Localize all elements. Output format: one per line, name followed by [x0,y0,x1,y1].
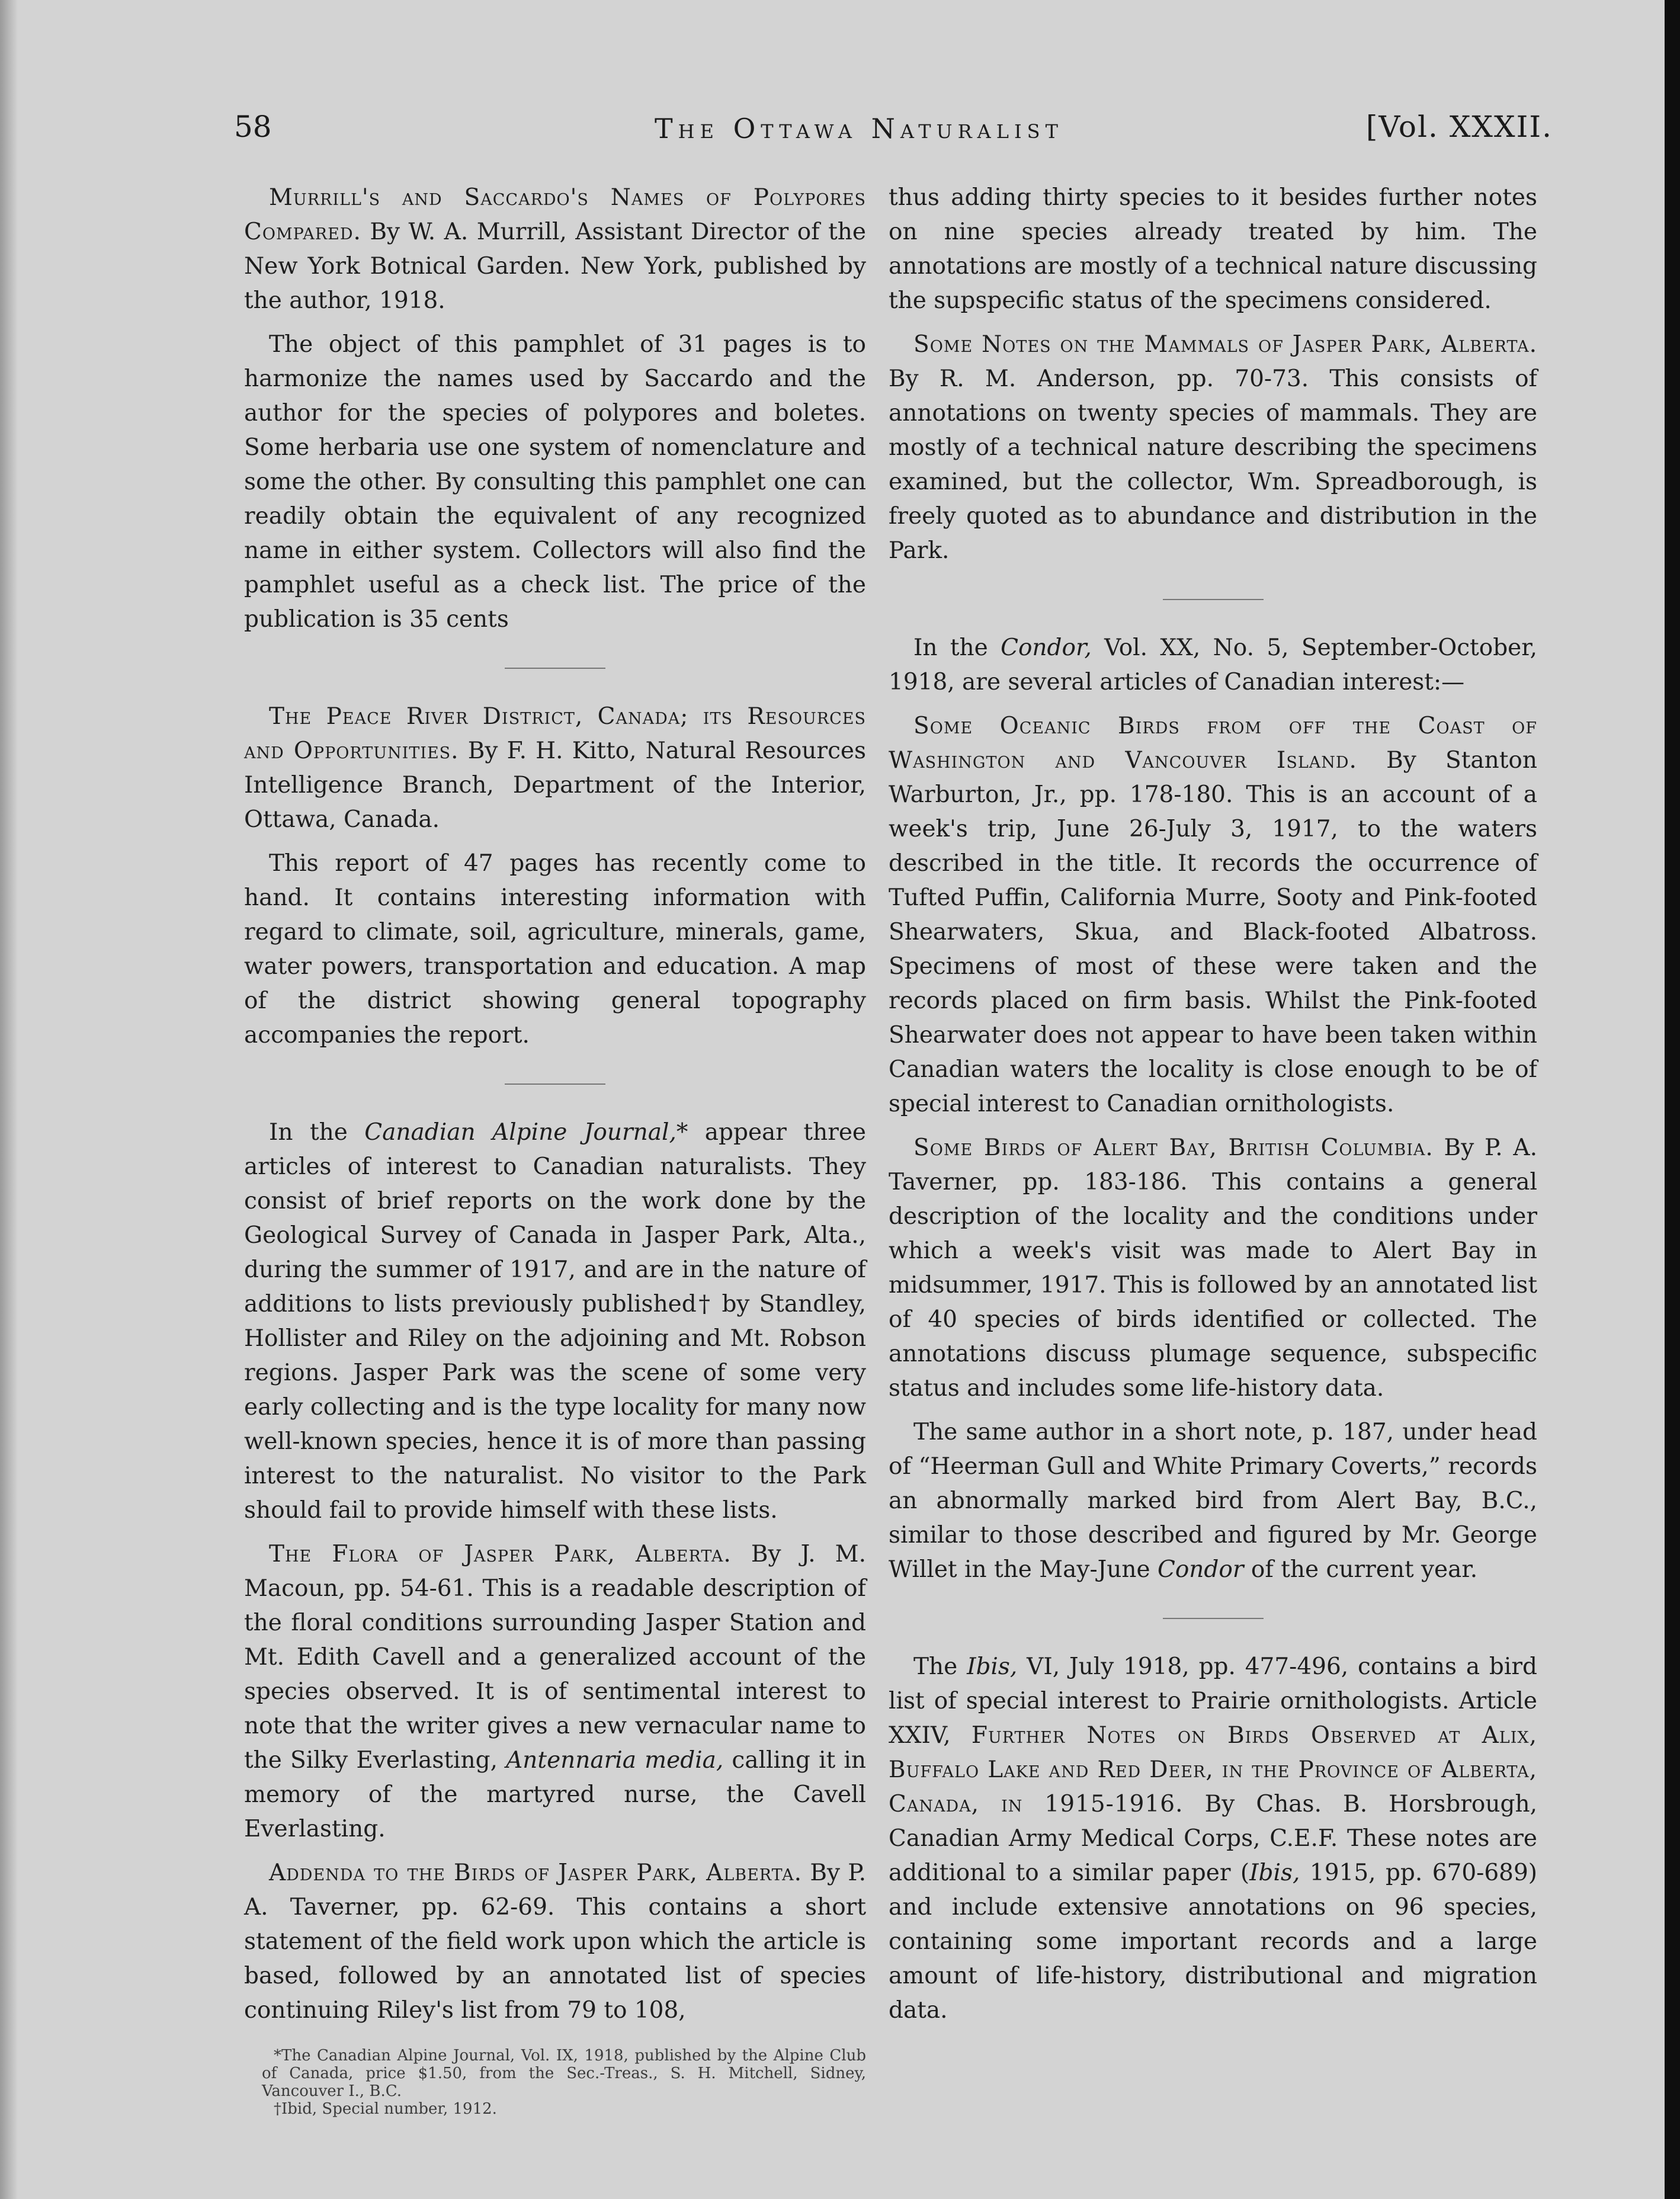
review-citation: By F. H. Kitto, Natural Resources Intelligence Branch, Department of the Interior, Ottawa, Canada. [244,738,867,833]
page-edge [1665,0,1680,2199]
review-murrill [244,181,866,318]
journal-name: Canadian Alpine Journal,* [364,1119,688,1146]
volume-label: [Vol. XXXII. [1365,110,1553,144]
journal-name: Ibis, [1249,1860,1300,1886]
review-alpine-journal: In the Canadian Alpine Journal,* appear three articles of interest to Canadian naturalists. They consist of brief reports on the work done by the Geological Survey of Canada in Jasper Park, Alta., during the summer of 1917, and are in the nature of additions to lists previously published† by Standley, Hollister and Riley on the adjoining and Mt. Robson regions. Jasper Park was the scene of some very early collecting and is the type locality for many now well-known species, hence it is of more than passing interest to the naturalist. No visitor to the Park should fail to provide himself with these lists. [244,1119,866,1524]
review-body: This report of 47 pages has recently come to hand. It contains interesting information with regard to climate, soil, agriculture, minerals, game, water powers, transportation and education. A map of the district showing general topography accompanies the report. [244,850,866,1049]
section-divider [1163,1618,1264,1619]
review-peace-river [244,700,866,837]
page-number: 58 [234,110,272,144]
review-flora: The Flora of Jasper Park, Alberta. By J. M. Macoun, pp. 54-61. This is a readable description of the floral conditions surrounding Jasper Station and Mt. Edith Cavell and a generalized account of the species observed. It is of sentimental interest to note that the writer gives a new vernacular name to the Silky Everlasting, Antennaria media, calling it in memory of the martyred nurse, the Cavell Everlasting. [244,1541,866,1842]
running-title: The Ottawa Naturalist [655,113,1063,145]
left-column [244,181,866,2118]
review-citation: By W. A. Murrill, Assistant Director of the New York Botnical Garden. New York, published by the author, 1918. [244,219,866,314]
review-title: Some Oceanic Birds from off the Coast of Washington and Vancouver Island. [889,713,1537,774]
review-heerman-gull: The same author in a short note, p. 187, under head of “Heerman Gull and White Primary Coverts,” records an abnormally marked bird from Alert Bay, B.C., similar to those described and figured by Mr. George Willet in the May-June Condor of the current year. [889,1419,1537,1583]
species-name: Antennaria media, [506,1747,724,1774]
footnotes [262,2047,866,2118]
review-ibis: The Ibis, VI, July 1918, pp. 477-496, contains a bird list of special interest to Prairie ornithologists. Article XXIV, Further Notes on Birds Observed at Alix, Buffalo Lake and Red Deer, in the Province of Alberta, Canada, in 1915-1916. By Chas. B. Horsbrough, Canadian Army Medical Corps, C.E.F. These notes are additional to a similar paper (Ibis, 1915, pp. 670-689) and include extensive annotations on 96 species, containing some important records and a large amount of life-history, distributional and migration data. [889,1653,1537,2024]
review-mammals: Some Notes on the Mammals of Jasper Park, Alberta. By R. M. Anderson, pp. 70-73. This consists of annotations on twenty species of mammals. They are mostly of a technical nature describing the specimens examined, but the collector, Wm. Spreadborough, is freely quoted as to abundance and distribution in the Park. [889,331,1537,564]
journal-name: Ibis, [967,1653,1018,1680]
review-title: Further Notes on Birds Observed at Alix, Buffalo Lake and Red Deer, in the Province of Alberta, Canada, in 1915-1916. [889,1722,1537,1817]
section-divider [505,1084,605,1085]
footnote: †Ibid, Special number, 1912. [274,2100,497,2118]
review-continued: thus adding thirty species to it besides further notes on nine species already treated by him. The annotations are mostly of a technical nature discussing the supspecific status of the specimens considered. [889,184,1537,314]
section-divider [1163,599,1264,600]
section-divider [505,668,605,669]
review-title: Murrill's and Saccardo's Names of Polypores Compared. [244,184,866,245]
review-title: Some Notes on the Mammals of Jasper Park, Alberta. [913,331,1537,358]
right-column [889,181,1537,2037]
review-title: The Peace River District, Canada; its Resources and Opportunities. [244,703,866,764]
review-title: Addenda to the Birds of Jasper Park, Alberta. [269,1860,803,1886]
footnote: *The Canadian Alpine Journal, Vol. IX, 1918, published by the Alpine Club of Canada, price $1.50, from the Sec.-Treas., S. H. Mitchell, Sidney, Vancouver I., B.C. [262,2047,866,2100]
page-header [234,110,1553,151]
review-title: The Flora of Jasper Park, Alberta. [269,1541,732,1567]
binding-shadow [0,0,18,2199]
review-title: Some Birds of Alert Bay, British Columbia. [913,1134,1434,1161]
journal-name: Condor [1157,1556,1244,1583]
review-body: The object of this pamphlet of 31 pages is to harmonize the names used by Saccardo and the author for the species of polypores and boletes. Some herbaria use one system of nomenclature and some the other. By consulting this pamphlet one can readily obtain the equivalent of any recognized name in either system. Collectors will also find the pamphlet useful as a check list. The price of the publication is 35 cents [244,331,866,633]
journal-name: Condor, [1001,634,1092,661]
condor-intro: In the Condor, Vol. XX, No. 5, September-October, 1918, are several articles of Canadian interest:— [889,634,1538,695]
review-oceanic-birds: Some Oceanic Birds from off the Coast of Washington and Vancouver Island. By Stanton Warburton, Jr., pp. 178-180. This is an account of a week's trip, June 26-July 3, 1917, to the waters described in the title. It records the occurrence of Tufted Puffin, California Murre, Sooty and Pink-footed Shearwaters, Skua, and Black-footed Albatross. Specimens of most of these were taken and the records placed on firm basis. Whilst the Pink-footed Shearwater does not appear to have been taken within Canadian waters the locality is close enough to be of special interest to Canadian ornithologists. [889,713,1538,1117]
review-addenda: Addenda to the Birds of Jasper Park, Alberta. By P. A. Taverner, pp. 62-69. This contains a short statement of the field work upon which the article is based, followed by an annotated list of species continuing Riley's list from 79 to 108, [244,1860,866,2024]
review-alert-bay: Some Birds of Alert Bay, British Columbia. By P. A. Taverner, pp. 183-186. This contains a general description of the locality and the conditions under which a week's visit was made to Alert Bay in midsummer, 1917. This is followed by an annotated list of 40 species of birds identified or collected. The annotations discuss plumage sequence, subspecific status and includes some life-history data. [889,1134,1537,1402]
